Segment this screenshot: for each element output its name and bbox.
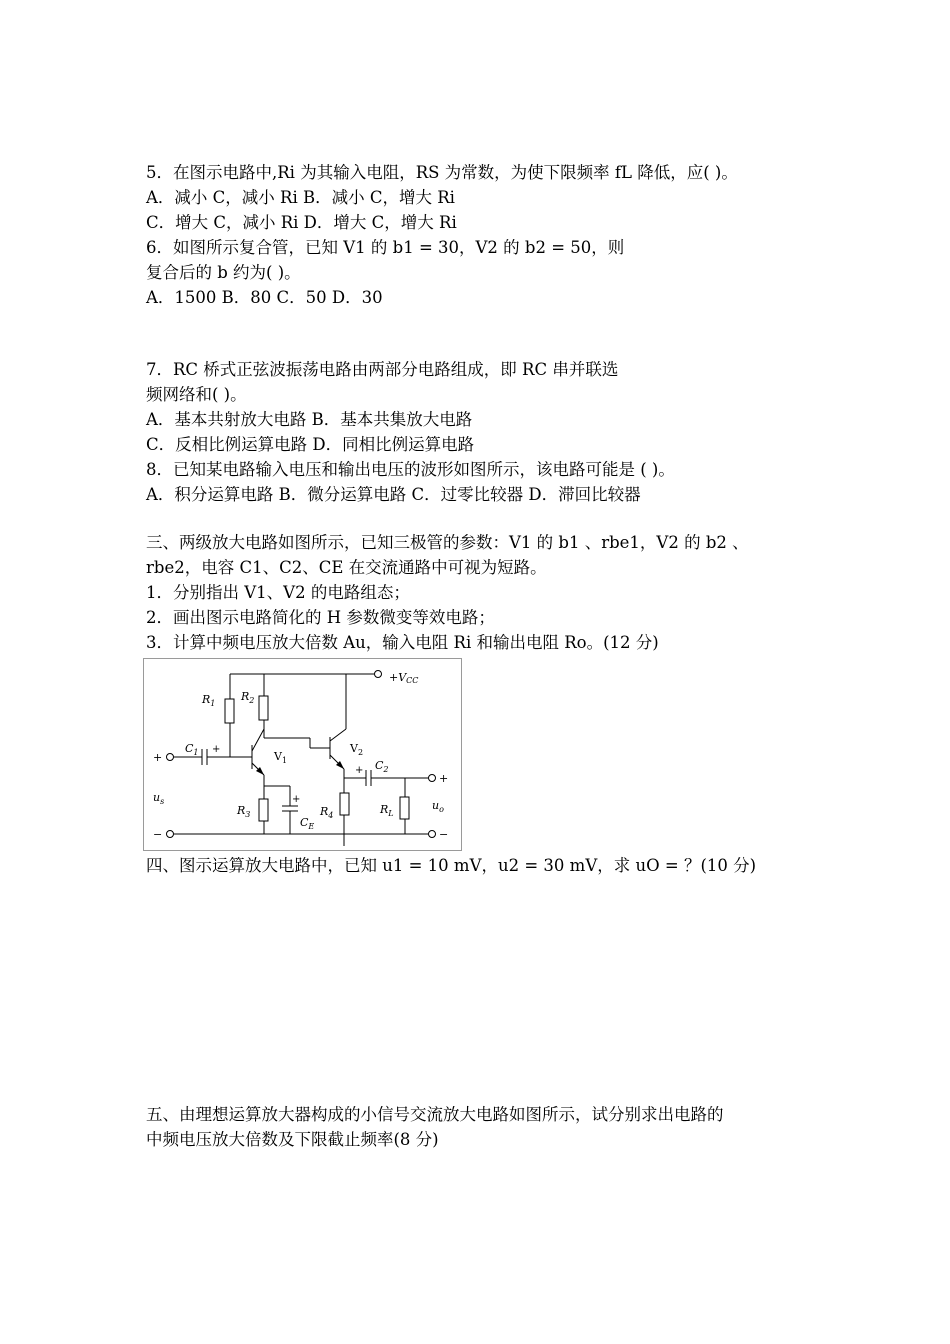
two-stage-amplifier-circuit <box>143 658 462 851</box>
section5-heading-line2: 中频电压放大倍数及下限截止频率(8 分) <box>146 1130 439 1149</box>
q6-stem-line2: 复合后的 b 约为( )。 <box>146 263 301 282</box>
c1-plus: + <box>212 744 221 755</box>
section3-item3: 3．计算中频电压放大倍数 Au，输入电阻 Ri 和输出电阻 Ro。(12 分) <box>146 633 659 652</box>
q8-options: A．积分运算电路 B．微分运算电路 C．过零比较器 D．滞回比较器 <box>146 485 641 504</box>
section4-heading: 四、图示运算放大电路中，已知 u1 = 10 mV，u2 = 30 mV，求 uO = ？(10 分) <box>146 856 757 875</box>
q7-stem-line2: 频网络和( )。 <box>146 385 247 404</box>
circuit-diagram <box>144 659 461 850</box>
q8-stem: 8．已知某电路输入电压和输出电压的波形如图所示，该电路可能是 ( )。 <box>146 460 675 479</box>
q6-stem-line1: 6．如图所示复合管，已知 V1 的 b1 = 30，V2 的 b2 = 50，则 <box>146 238 625 257</box>
rl-label: $R_L$ <box>380 803 394 818</box>
q5-stem: 5．在图示电路中,Ri 为其输入电阻，RS 为常数，为使下限频率 fL 降低，应( )。 <box>146 163 738 182</box>
section3-heading-line2: rbe2，电容 C1、C2、CE 在交流通路中可视为短路。 <box>146 558 547 577</box>
output-minus: − <box>439 828 449 841</box>
ce-label: $C_E$ <box>300 816 315 831</box>
uo-label: $u_o$ <box>432 799 444 814</box>
ce-plus: + <box>292 794 301 805</box>
v1-label: $V_1$ <box>274 750 288 765</box>
r3-label: $R_3$ <box>237 804 251 819</box>
r4-label: $R_4$ <box>320 805 334 820</box>
q5-options-ab: A．减小 C，减小 Ri B．减小 C，增大 Ri <box>146 188 455 207</box>
section3-item2: 2．画出图示电路简化的 H 参数微变等效电路； <box>146 608 495 627</box>
q7-stem-line1: 7．RC 桥式正弦波振荡电路由两部分电路组成，即 RC 串并联选 <box>146 360 619 379</box>
c1-label: $C_1$ <box>185 742 199 757</box>
q6-options: A．1500 B．80 C．50 D．30 <box>146 288 383 307</box>
output-plus: + <box>439 772 449 785</box>
c2-label: $C_2$ <box>375 759 389 774</box>
section3-item1: 1．分别指出 V1、V2 的电路组态； <box>146 583 410 602</box>
v2-label: $V_2$ <box>350 742 364 757</box>
input-minus: − <box>153 828 163 841</box>
input-plus: + <box>153 751 163 764</box>
section3-heading-line1: 三、两级放大电路如图所示，已知三极管的参数：V1 的 b1 、rbe1，V2 的 b2 、 <box>146 533 749 552</box>
r2-label: $R_2$ <box>241 690 255 705</box>
c2-plus: + <box>355 765 364 776</box>
q5-options-cd: C．增大 C，减小 Ri D．增大 C，增大 Ri <box>146 213 457 232</box>
q7-options-cd: C．反相比例运算电路 D．同相比例运算电路 <box>146 435 475 454</box>
us-label: $u_s$ <box>153 791 165 806</box>
q7-options-ab: A．基本共射放大电路 B．基本共集放大电路 <box>146 410 473 429</box>
section5-heading-line1: 五、由理想运算放大器构成的小信号交流放大电路如图所示，试分别求出电路的 <box>146 1105 724 1124</box>
r1-label: $R_1$ <box>202 693 216 708</box>
vcc-label: +VCC <box>389 671 419 685</box>
